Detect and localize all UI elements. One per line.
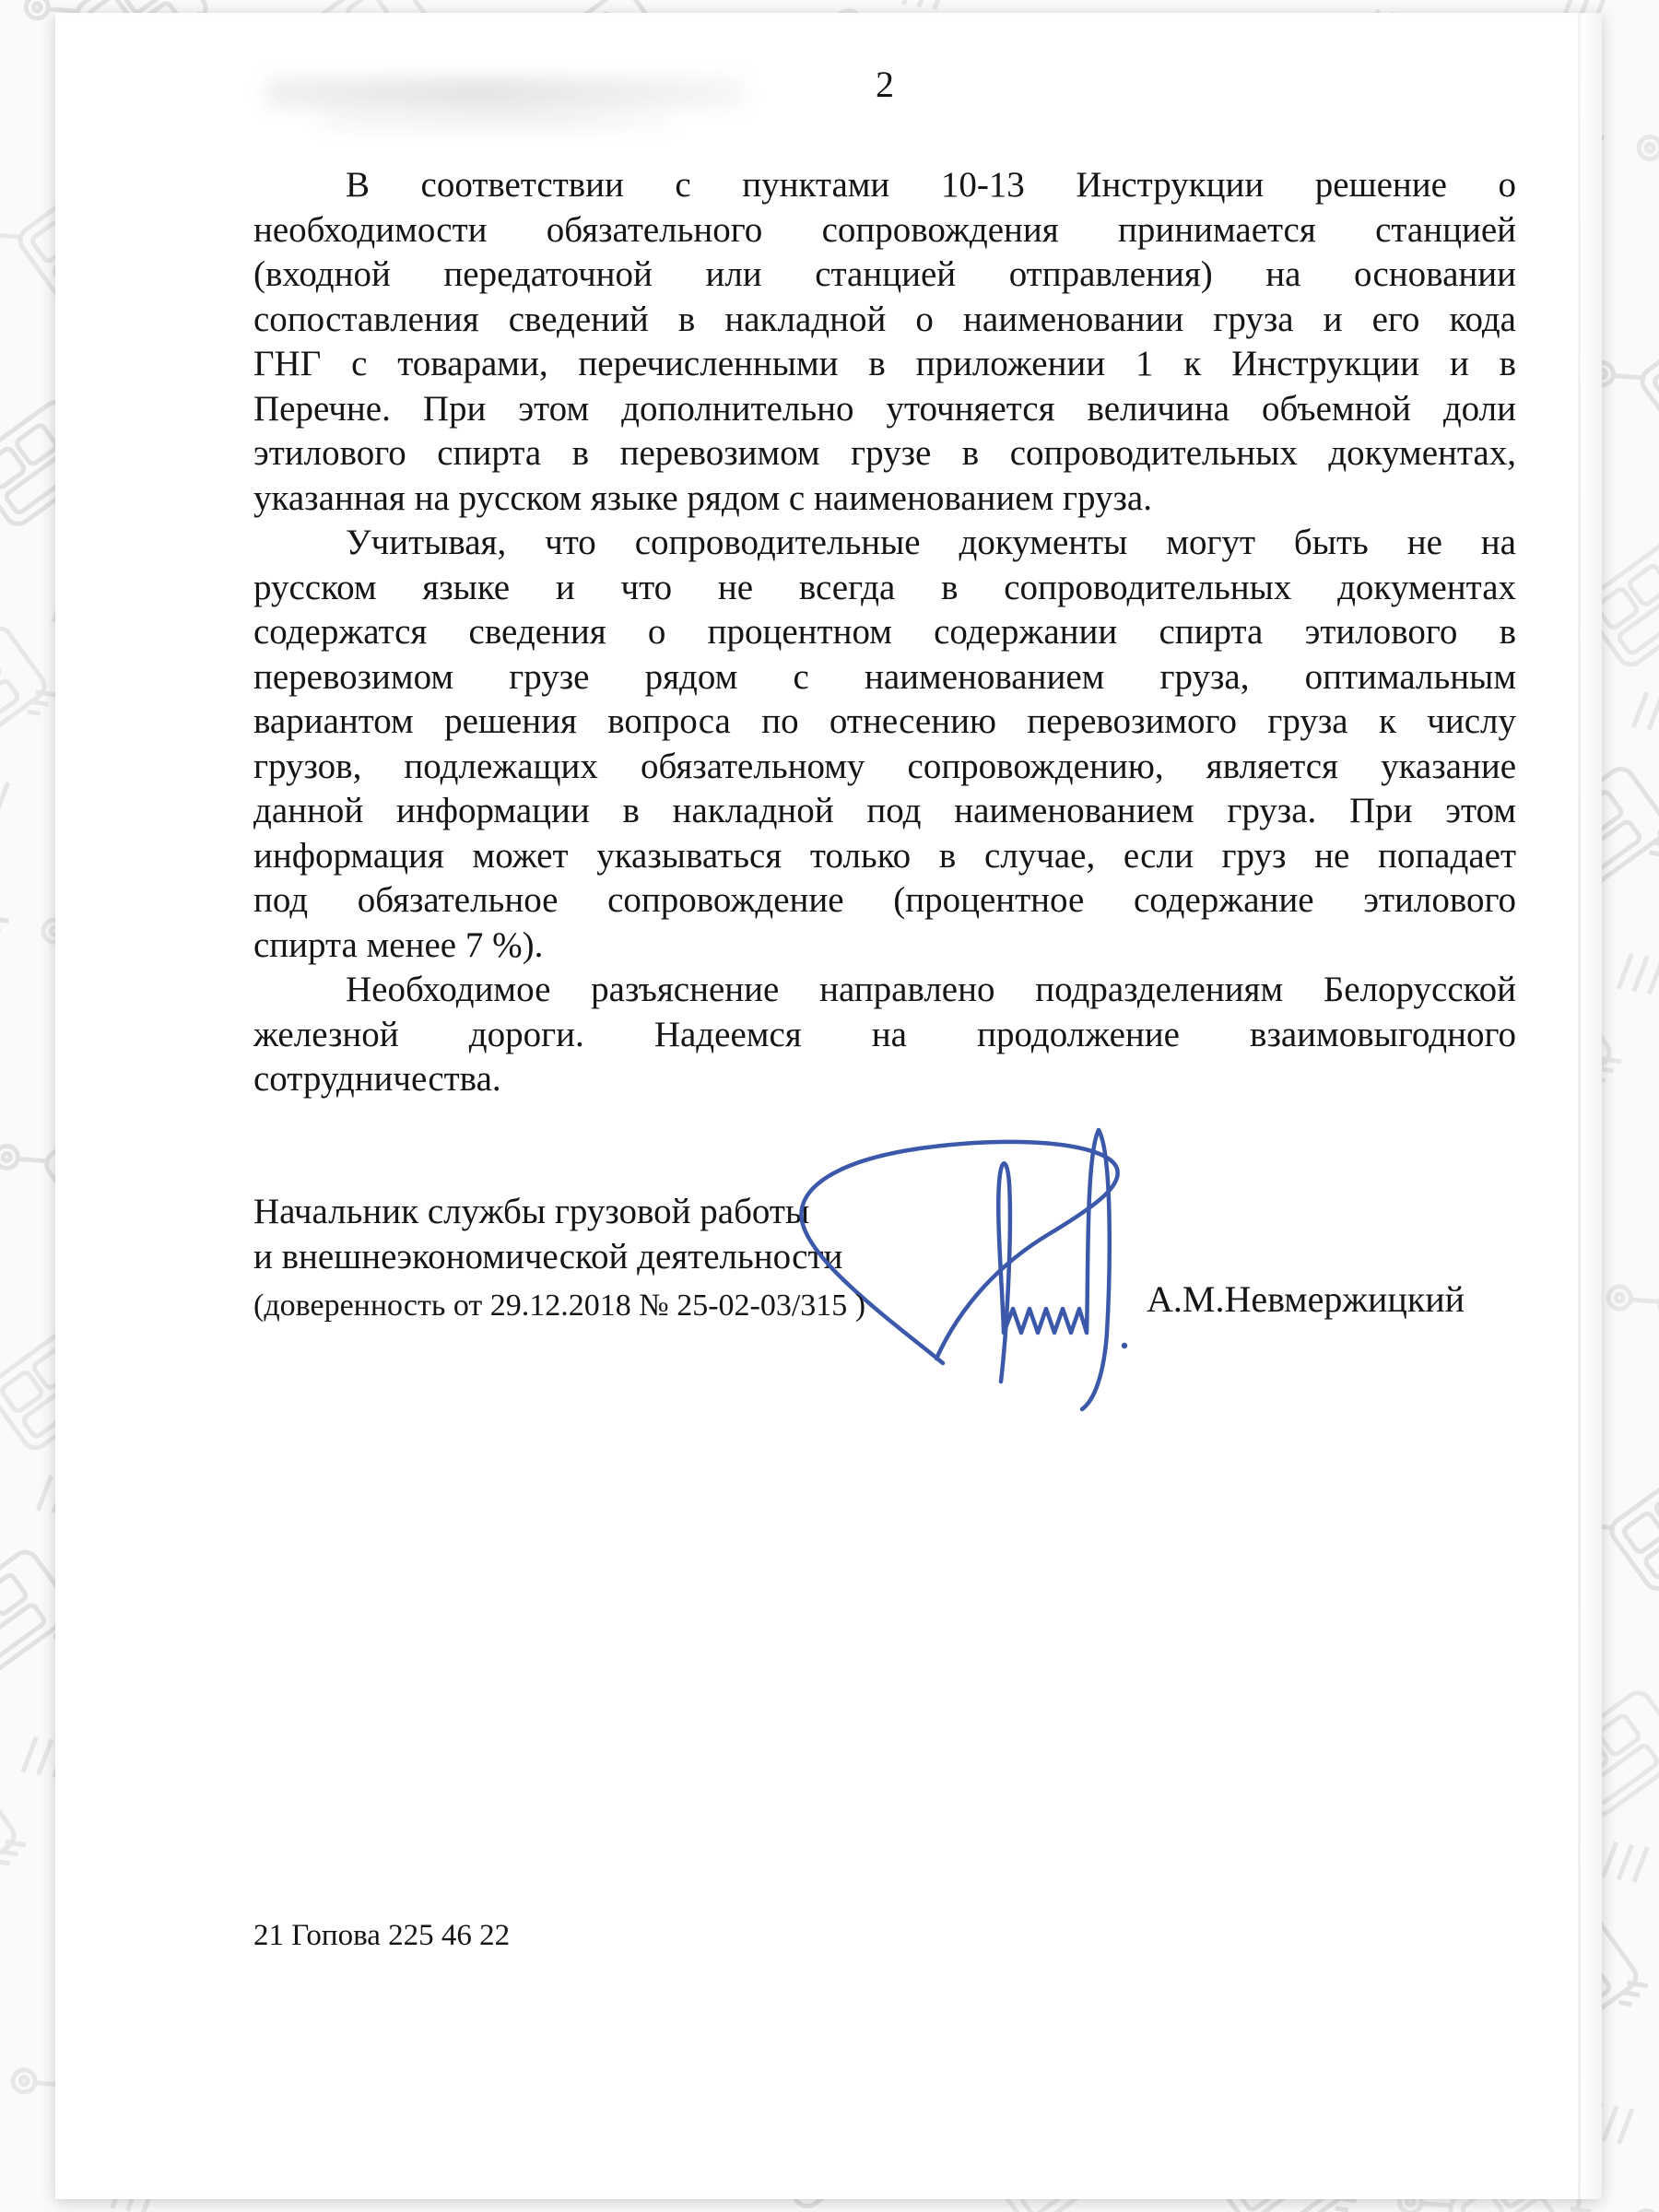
scan-fold-line <box>1578 13 1581 2199</box>
signer-position-line1: Начальник службы грузовой работы <box>253 1192 810 1231</box>
text-line: перевозимом грузе рядом с наименованием груза, оптимальным <box>253 656 1516 697</box>
text-line: Учитывая, что сопроводительные документы могут быть не на <box>346 523 1516 562</box>
text-line: необходимости обязательного сопровождения принимается станцией <box>253 209 1516 250</box>
signer-name: А.М.Невмержицкий <box>1147 1278 1465 1320</box>
text-line: сотрудничества. <box>253 1059 501 1099</box>
paragraph <box>253 163 1516 521</box>
text-line: железной дороги. Надеемся на продолжение взаимовыгодного <box>253 1014 1516 1054</box>
text-line: данной информации в накладной под наименованием груза. При этом <box>253 791 1516 830</box>
scanned-page <box>55 13 1602 2199</box>
text-line: ГНГ с товарами, перечисленными в приложении 1 к Инструкции и в <box>253 344 1516 383</box>
text-line: этилового спирта в перевозимом грузе в сопроводительных документах, <box>253 433 1516 473</box>
text-line: В соответствии с пунктами 10-13 Инструкции решение о <box>346 165 1516 205</box>
text-line: Необходимое разъяснение направлено подразделениям Белорусской <box>346 970 1516 1009</box>
text-line: спирта менее 7 %). <box>253 924 544 965</box>
text-line: информация может указываться только в случае, если груз не попадает <box>253 835 1516 876</box>
text-line: под обязательное сопровождение (процентное содержание этилового <box>253 880 1516 920</box>
letter-body <box>253 163 1516 1102</box>
text-line: грузов, подлежащих обязательному сопровождению, является указание <box>253 746 1516 786</box>
text-line: Перечне. При этом дополнительно уточняется величина объемной доли <box>253 388 1516 429</box>
text-line: содержатся сведения о процентном содержании спирта этилового в <box>253 612 1516 652</box>
paragraph <box>253 521 1516 968</box>
text-line: русском языке и что не всегда в сопроводительных документах <box>253 567 1516 607</box>
text-line: указанная на русском языке рядом с наименованием груза. <box>253 477 1152 518</box>
paragraph <box>253 968 1516 1102</box>
executor-reference: 21 Гопова 225 46 22 <box>253 1919 511 1952</box>
text-line: (входной передаточной или станцией отправления) на основании <box>253 254 1516 294</box>
attorney-note: (доверенность от 29.12.2018 № 25-02-03/315 ) <box>253 1288 866 1323</box>
signer-position-line2: и внешнеэкономической деятельности <box>253 1237 843 1277</box>
page-number: 2 <box>876 64 894 105</box>
handwritten-signature <box>782 1091 1224 1414</box>
text-line: сопоставления сведений в накладной о наименовании груза и его кода <box>253 299 1516 339</box>
text-line: вариантом решения вопроса по отнесению перевозимого груза к числу <box>253 701 1516 741</box>
